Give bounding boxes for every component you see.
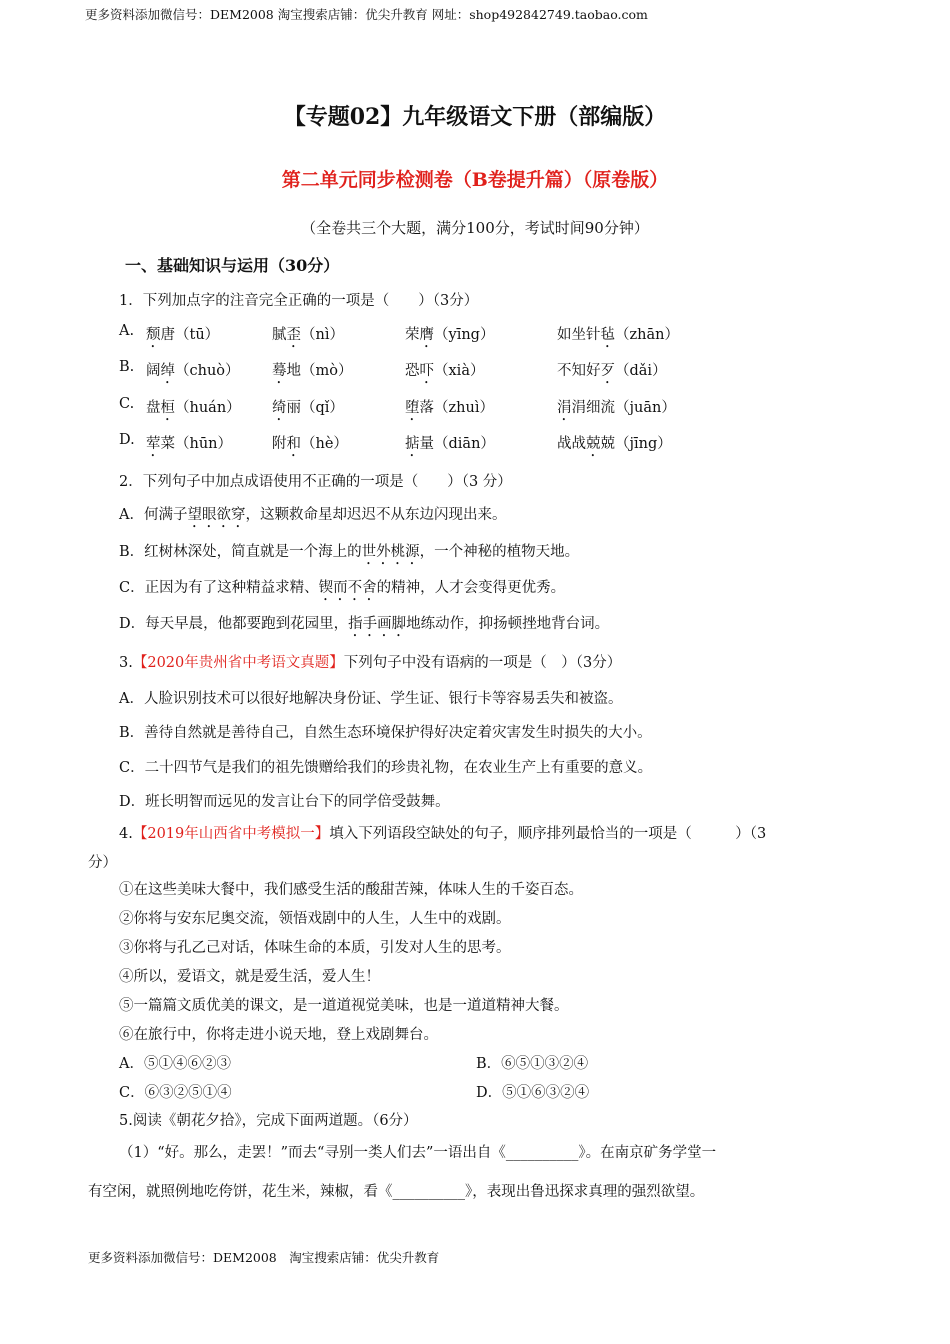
- section-heading: 一、基础知识与运用（30分）: [125, 256, 340, 275]
- q1-a-item: 腻歪（nì）: [272, 327, 344, 343]
- q3-source-tag: 【2020年贵州省中考语文真题】: [132, 655, 344, 671]
- q4-option-b: B．⑥⑤①③②④: [476, 1056, 589, 1072]
- q4-stem: 4.【2019年山西省中考模拟一】填入下列语段空缺处的句子，顺序排列最恰当的一项是（ ）（3: [119, 826, 767, 842]
- q4-stem-cont: 分）: [88, 855, 117, 871]
- q1-c-item: 堕落（zhuì）: [405, 400, 494, 416]
- q4-sentence: ④所以，爱语文，就是爱生活，爱人生！: [119, 969, 380, 985]
- q5-stem: 5.阅读《朝花夕拾》，完成下面两道题。（6分）: [119, 1113, 418, 1129]
- q2-option-a: A．何满子望眼欲穿，这颗救命星却迟迟不从东边闪现出来。: [119, 507, 507, 523]
- q3-option-d: D．班长明智而远见的发言让台下的同学倍受鼓舞。: [119, 794, 450, 810]
- q1-d-item: 战战兢兢（jīng）: [557, 436, 672, 452]
- q3-option-c: C．二十四节气是我们的祖先馈赠给我们的珍贵礼物，在农业生产上有重要的意义。: [119, 760, 653, 776]
- q1-d-item: 掂量（diān）: [405, 436, 495, 452]
- page-header: 更多资料添加微信号：DEM2008 淘宝搜索店铺：优尖升教育 网址：shop492842749.taobao.com: [85, 7, 648, 22]
- q4-source-tag: 【2019年山西省中考模拟一】: [132, 826, 330, 842]
- q1-b-item: 蓦地（mò）: [272, 363, 353, 379]
- q3-option-b: B．善待自然就是善待自己，自然生态环境保护得好决定着灾害发生时损失的大小。: [119, 725, 652, 741]
- q1-a-item: 颓唐（tū）: [146, 327, 220, 343]
- exam-info: （全卷共三个大题，满分100分，考试时间90分钟）: [301, 219, 649, 237]
- q2-option-b: B．红树林深处，简直就是一个海上的世外桃源，一个神秘的植物天地。: [119, 544, 580, 560]
- q2-option-d: D．每天早晨，他都要跑到花园里，指手画脚地练动作，抑扬顿挫地背台词。: [119, 616, 610, 632]
- q5-line2: 有空闲，就照例地吃侉饼，花生米，辣椒，看《__________》，表现出鲁迅探求真理的强烈欲望。: [88, 1184, 705, 1200]
- q4-sentence: ⑥在旅行中，你将走进小说天地，登上戏剧舞台。: [119, 1027, 438, 1043]
- q3-stem: 3.【2020年贵州省中考语文真题】下列句子中没有语病的一项是（ ）（3分）: [119, 655, 622, 671]
- q1-c-item: 盘桓（huán）: [146, 400, 241, 416]
- page-footer: 更多资料添加微信号：DEM2008 淘宝搜索店铺：优尖升教育: [88, 1250, 440, 1265]
- q3-option-a: A．人脸识别技术可以很好地解决身份证、学生证、银行卡等容易丢失和被盗。: [119, 691, 623, 707]
- q1-b-item: 不知好歹（dǎi）: [557, 363, 667, 379]
- q4-option-d: D．⑤①⑥③②④: [476, 1085, 590, 1101]
- q1-d-item: 荤菜（hūn）: [146, 436, 233, 452]
- q4-option-c: C．⑥③②⑤①④: [119, 1085, 232, 1101]
- q1-d-item: 附和（hè）: [272, 436, 348, 452]
- q1-stem: 1．下列加点字的注音完全正确的一项是（ ）（3分）: [119, 293, 479, 309]
- q4-sentence: ⑤一篇篇文质优美的课文，是一道道视觉美味，也是一道道精神大餐。: [119, 998, 569, 1014]
- q2-stem: 2．下列句子中加点成语使用不正确的一项是（ ）（3 分）: [119, 474, 512, 490]
- q4-sentence: ③你将与孔乙己对话，体味生命的本质，引发对人生的思考。: [119, 940, 511, 956]
- q1-c-item: 绮丽（qǐ）: [272, 400, 344, 416]
- document-subtitle: 第二单元同步检测卷（B卷提升篇）（原卷版）: [281, 169, 669, 191]
- q4-sentence: ②你将与安东尼奥交流，领悟戏剧中的人生，人生中的戏剧。: [119, 911, 511, 927]
- q1-a-item: 荣膺（yīng）: [405, 327, 495, 343]
- q4-sentence: ①在这些美味大餐中，我们感受生活的酸甜苦辣，体味人生的千姿百态。: [119, 882, 583, 898]
- q4-option-a: A．⑤①④⑥②③: [119, 1056, 231, 1072]
- q1-b-item: 恐吓（xià）: [405, 363, 485, 379]
- q1-c-item: 涓涓细流（juān）: [557, 400, 676, 416]
- document-title: 【专题02】九年级语文下册（部编版）: [283, 104, 667, 130]
- q5-line1: （1）“好。那么，走罢！”而去“寻别一类人们去”一语出自《__________》。在南京矿务学堂一: [119, 1145, 717, 1161]
- q1-a-item: 如坐针毡（zhān）: [557, 327, 679, 343]
- q2-option-c: C．正因为有了这种精益求精、锲而不舍的精神，人才会变得更优秀。: [119, 580, 566, 596]
- q1-b-item: 阔绰（chuò）: [146, 363, 240, 379]
